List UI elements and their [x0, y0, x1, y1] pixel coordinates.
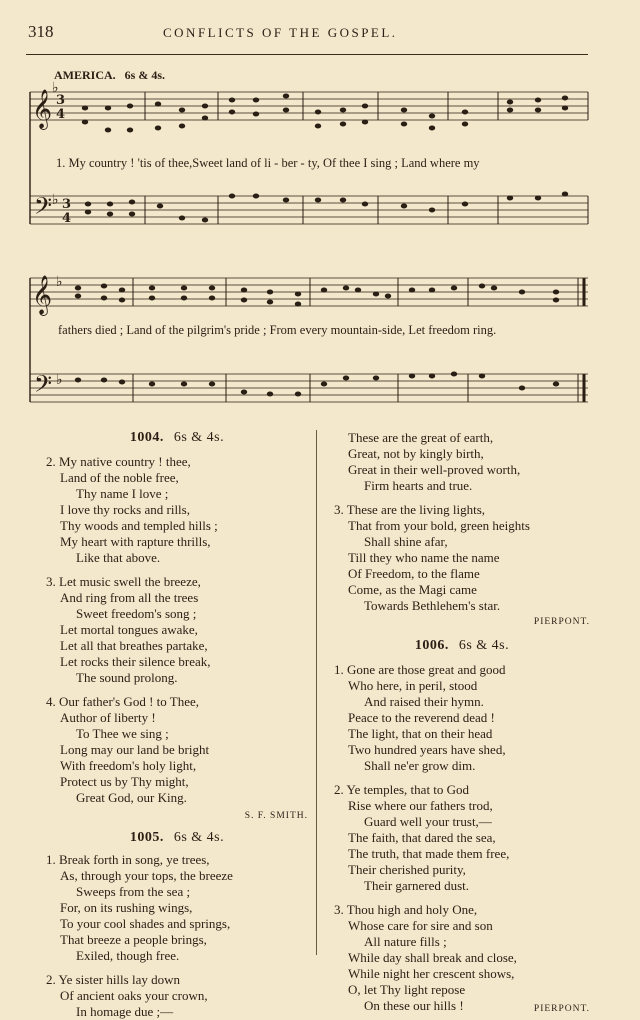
hymn-1006-heading [334, 638, 590, 654]
verse-line: For, on its rushing wings, [60, 900, 193, 915]
verse-line: Guard well your trust,— [364, 814, 492, 829]
svg-text:3: 3 [56, 93, 66, 108]
verse-line: Shall shine afar, [364, 534, 448, 549]
verse-line: That from your bold, green heights [348, 518, 530, 533]
verse-line: 4. Our father's God ! to Thee, [46, 694, 200, 709]
verse-line: Land of the noble free, [60, 470, 179, 485]
svg-text:𝄞: 𝄞 [32, 275, 53, 315]
bass-staff-2 [30, 374, 588, 402]
hymn-1006-stanza-3 [334, 902, 590, 1017]
svg-text:4: 4 [62, 211, 72, 226]
verse-line: With freedom's holy light, [60, 758, 197, 773]
hymn-1004-stanza-4 [46, 694, 308, 806]
verse-line: Great in their well-proved worth, [348, 462, 521, 477]
verse-line: While day shall break and close, [348, 950, 517, 965]
bass-staff-1 [30, 196, 588, 224]
hymn-1004-stanza-2 [46, 454, 308, 566]
verse-line: And ring from all the trees [60, 590, 199, 605]
verse-line: As, through your tops, the breeze [60, 868, 233, 883]
verse-line: The sound prolong. [76, 670, 178, 685]
verse-line: Thy name I love ; [76, 486, 169, 501]
verse-line: Sweeps from the sea ; [76, 884, 191, 899]
svg-text:♭: ♭ [52, 80, 59, 96]
verse-line: 1. Gone are those great and good [334, 662, 506, 677]
verse-line: I love thy rocks and rills, [60, 502, 190, 517]
verse-line: Their garnered dust. [364, 878, 470, 893]
author-attribution: PIERPONT. [533, 617, 590, 627]
verse-line: The truth, that made them free, [348, 846, 510, 861]
verse-line: These are the great of earth, [348, 430, 494, 445]
notes-system-2 [75, 284, 559, 397]
music-score [0, 0, 640, 420]
hymn-meter: 6s & 4s. [173, 830, 225, 845]
verse-line: 3. Let music swell the breeze, [46, 574, 201, 589]
tune-meter: 6s & 4s. [124, 68, 166, 82]
music-lyric-line-2: fathers died ; Land of the pilgrim's pride ; From every mountain-side, Let freedom ring. [58, 323, 497, 337]
tune-name: AMERICA. [54, 68, 116, 82]
verse-line: Towards Bethlehem's star. [364, 598, 501, 613]
hymn-1005-stanza-2 [46, 972, 308, 1020]
verse-line: The light, that on their head [348, 726, 493, 741]
verse-line: 2. Ye sister hills lay down [46, 972, 180, 987]
left-column [46, 430, 308, 1020]
verse-line: 2. Ye temples, that to God [334, 782, 470, 797]
page-number: 318 [28, 22, 54, 41]
verse-line: On these our hills ! [364, 998, 464, 1013]
hymn-1004-stanza-3 [46, 574, 308, 686]
verse-line: Shall ne'er grow dim. [364, 758, 476, 773]
verse-line: Thy woods and templed hills ; [60, 518, 218, 533]
verse-line: To your cool shades and springs, [60, 916, 231, 931]
verse-line: O, let Thy light repose [348, 982, 466, 997]
verse-line: 2. My native country ! thee, [46, 454, 191, 469]
verse-line: In homage due ;— [76, 1004, 174, 1019]
verse-line: That breeze a people brings, [60, 932, 207, 947]
music-lyric-line-1: 1. My country ! 'tis of thee,Sweet land of li - ber - ty, Of thee I sing ; Land where my [56, 156, 480, 170]
treble-staff-2 [30, 278, 588, 306]
verse-line: Long may our land be bright [60, 742, 210, 757]
svg-text:♭: ♭ [52, 192, 59, 208]
hymn-number: 1004. [129, 430, 164, 445]
verse-line: Great God, our King. [76, 790, 187, 805]
verse-line: Peace to the reverend dead ! [348, 710, 495, 725]
author-attribution: PIERPONT. [533, 1004, 590, 1014]
hymn-1006-stanza-2 [334, 782, 590, 894]
verse-line: Two hundred years have shed, [348, 742, 506, 757]
svg-text:𝄢: 𝄢 [34, 370, 53, 403]
verse-line: My heart with rapture thrills, [60, 534, 211, 549]
svg-text:♭: ♭ [56, 372, 63, 388]
svg-text:♭: ♭ [56, 274, 63, 290]
verse-line: 3. Thou high and holy One, [334, 902, 478, 917]
verse-line: Till they who name the name [348, 550, 500, 565]
verse-line: Author of liberty ! [60, 710, 156, 725]
column-divider [316, 430, 317, 955]
hymn-1005-stanza-1 [46, 852, 308, 964]
verse-line: Of Freedom, to the flame [348, 566, 480, 581]
verse-line: Protect us by Thy might, [60, 774, 189, 789]
verse-line: The faith, that dared the sea, [348, 830, 496, 845]
verse-line: Whose care for sire and son [348, 918, 493, 933]
hymn-1006-stanza-1 [334, 662, 590, 774]
verse-line: 3. These are the living lights, [334, 502, 486, 517]
verse-line: Of ancient oaks your crown, [60, 988, 208, 1003]
verse-line: Let all that breathes partake, [60, 638, 208, 653]
hymn-meter: 6s & 4s. [458, 638, 510, 653]
svg-text:𝄞: 𝄞 [32, 89, 53, 129]
verse-line: Who here, in peril, stood [348, 678, 478, 693]
running-title: CONFLICTS OF THE GOSPEL. [163, 25, 398, 40]
verse-line: To Thee we sing ; [76, 726, 169, 741]
hymn-1005-continued [334, 430, 590, 494]
verse-line: Exiled, though free. [76, 948, 180, 963]
hymn-1005-heading [46, 830, 308, 846]
verse-line: 1. Break forth in song, ye trees, [46, 852, 210, 867]
hymn-1004-heading [46, 430, 308, 446]
right-column [334, 430, 590, 1017]
hymn-number: 1006. [414, 638, 449, 653]
verse-line: Their cherished purity, [348, 862, 466, 877]
treble-staff-1 [30, 92, 588, 120]
hymn-1005-stanza-3 [334, 502, 590, 614]
verse-line: All nature fills ; [364, 934, 447, 949]
verse-line: Firm hearts and true. [364, 478, 473, 493]
verse-line: Like that above. [76, 550, 161, 565]
svg-text:4: 4 [56, 107, 66, 122]
verse-line: While night her crescent shows, [348, 966, 515, 981]
verse-line: Great, not by kingly birth, [348, 446, 484, 461]
verse-line: Sweet freedom's song ; [76, 606, 197, 621]
svg-text:3: 3 [62, 197, 72, 212]
hymn-meter: 6s & 4s. [173, 430, 225, 445]
hymn-number: 1005. [129, 830, 164, 845]
verse-line: And raised their hymn. [364, 694, 484, 709]
verse-line: Come, as the Magi came [348, 582, 477, 597]
svg-text:𝄢: 𝄢 [34, 192, 53, 225]
author-attribution: S. F. SMITH. [244, 811, 308, 821]
verse-line: Rise where our fathers trod, [348, 798, 493, 813]
verse-line: Let mortal tongues awake, [60, 622, 198, 637]
verse-line: Let rocks their silence break, [60, 654, 211, 669]
